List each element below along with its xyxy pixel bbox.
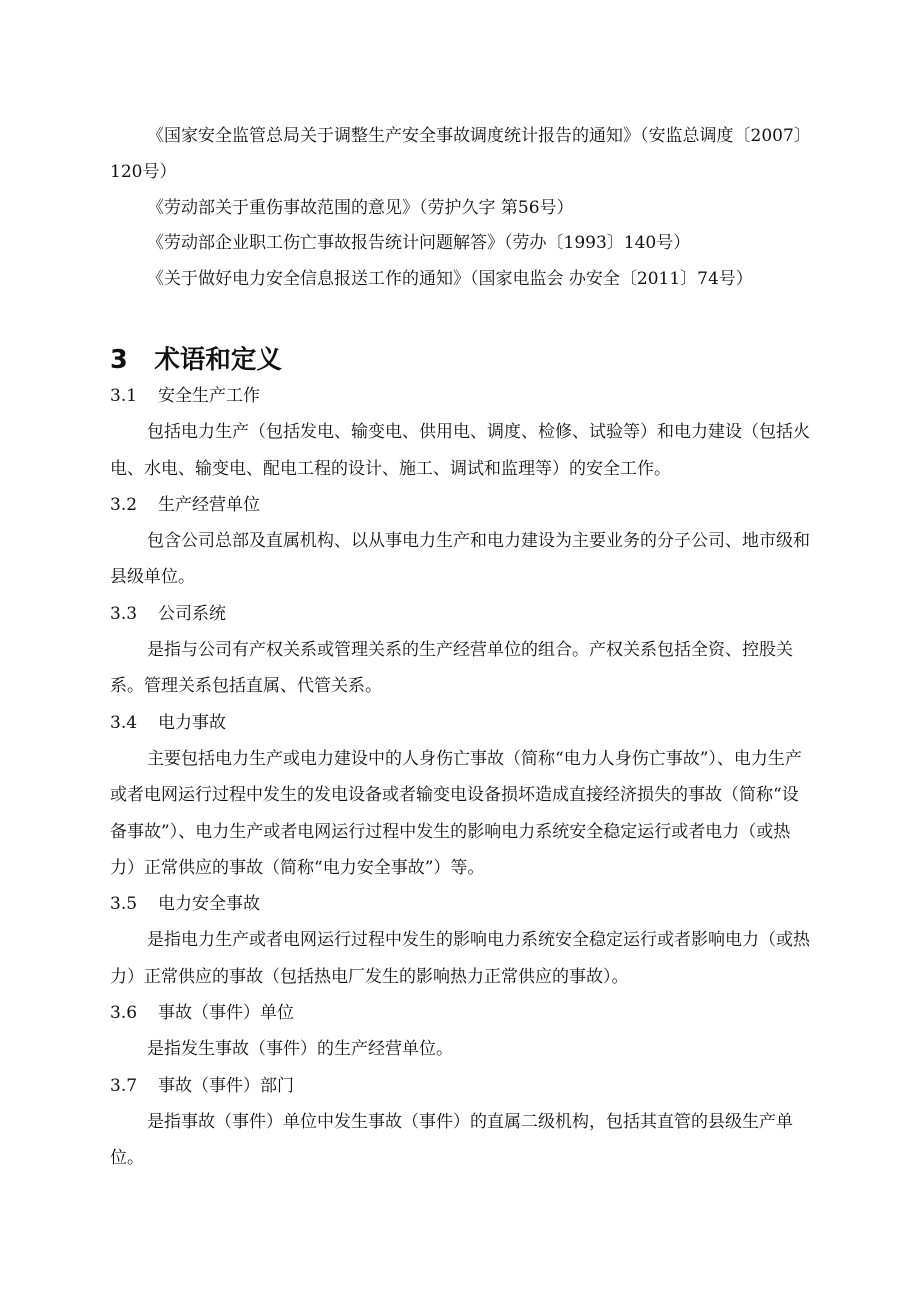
term-3-5 — [110, 886, 810, 995]
term-heading — [110, 1068, 810, 1104]
term-number: 3.7 — [110, 1075, 138, 1096]
term-title: 事故（事件）部门 — [158, 1075, 294, 1096]
term-number: 3.1 — [110, 385, 138, 406]
term-3-2 — [110, 487, 810, 596]
term-number: 3.2 — [110, 494, 138, 515]
reference-item: 《国家安全监管总局关于调整生产安全事故调度统计报告的通知》（安监总调度〔2007〕120号） — [110, 126, 803, 182]
term-heading — [110, 487, 810, 523]
term-3-6 — [110, 995, 810, 1068]
term-title: 事故（事件）单位 — [158, 1003, 294, 1024]
term-3-1 — [110, 378, 810, 487]
term-definition: 是指电力生产或者电网运行过程中发生的影响电力系统安全稳定运行或者影响电力（或热力）正常供应的事故（包括热电厂发生的影响热力正常供应的事故）。 — [110, 930, 810, 987]
term-definition: 是指事故（事件）单位中发生事故（事件）的直属二级机构，包括其直管的县级生产单位。 — [110, 1111, 793, 1169]
section-title: 术语和定义 — [154, 344, 282, 375]
term-title: 电力事故 — [158, 712, 226, 733]
term-title: 电力安全事故 — [158, 894, 260, 915]
term-definition: 包含公司总部及直属机构、以从事电力生产和电力建设为主要业务的分子公司、地市级和县级单位。 — [110, 531, 810, 588]
term-3-4 — [110, 705, 810, 886]
term-number: 3.3 — [110, 603, 138, 624]
term-definition: 是指与公司有产权关系或管理关系的生产经营单位的组合。产权关系包括全资、控股关系。管理关系包括直属、代管关系。 — [110, 640, 793, 697]
reference-item: 《劳动部关于重伤事故范围的意见》（劳护久字 第56号） — [147, 197, 574, 218]
term-definition: 主要包括电力生产或电力建设中的人身伤亡事故（简称“电力人身伤亡事故”）、电力生产或者电网运行过程中发生的发电设备或者输变电设备损坏造成直接经济损失的事故（简称“设备事故”）、电力生产或者电网运行过程中发生的影响电力系统安全稳定运行或者电力（或热力）正常供应的事故（简称“电力安全事故”）等。 — [110, 748, 802, 878]
term-heading — [110, 886, 810, 922]
term-heading — [110, 378, 810, 414]
reference-item: 《劳动部企业职工伤亡事故报告统计问题解答》（劳办〔1993〕140号） — [147, 233, 691, 254]
term-number: 3.6 — [110, 1003, 138, 1024]
term-title: 安全生产工作 — [158, 385, 260, 406]
term-3-7 — [110, 1068, 810, 1177]
term-heading — [110, 995, 810, 1031]
reference-list — [110, 119, 810, 298]
term-number: 3.4 — [110, 712, 138, 733]
term-3-3 — [110, 596, 810, 705]
term-heading — [110, 705, 810, 741]
term-title: 生产经营单位 — [158, 494, 260, 515]
term-heading — [110, 596, 810, 632]
section-number: 3 — [110, 344, 128, 375]
section-heading — [110, 342, 810, 378]
reference-item: 《关于做好电力安全信息报送工作的通知》（国家电监会 办安全〔2011〕74号） — [147, 269, 753, 290]
term-title: 公司系统 — [158, 603, 226, 624]
term-definition: 包括电力生产（包括发电、输变电、供用电、调度、检修、试验等）和电力建设（包括火电、水电、输变电、配电工程的设计、施工、调试和监理等）的安全工作。 — [110, 422, 810, 479]
term-number: 3.5 — [110, 894, 138, 915]
term-definition: 是指发生事故（事件）的生产经营单位。 — [147, 1039, 453, 1060]
